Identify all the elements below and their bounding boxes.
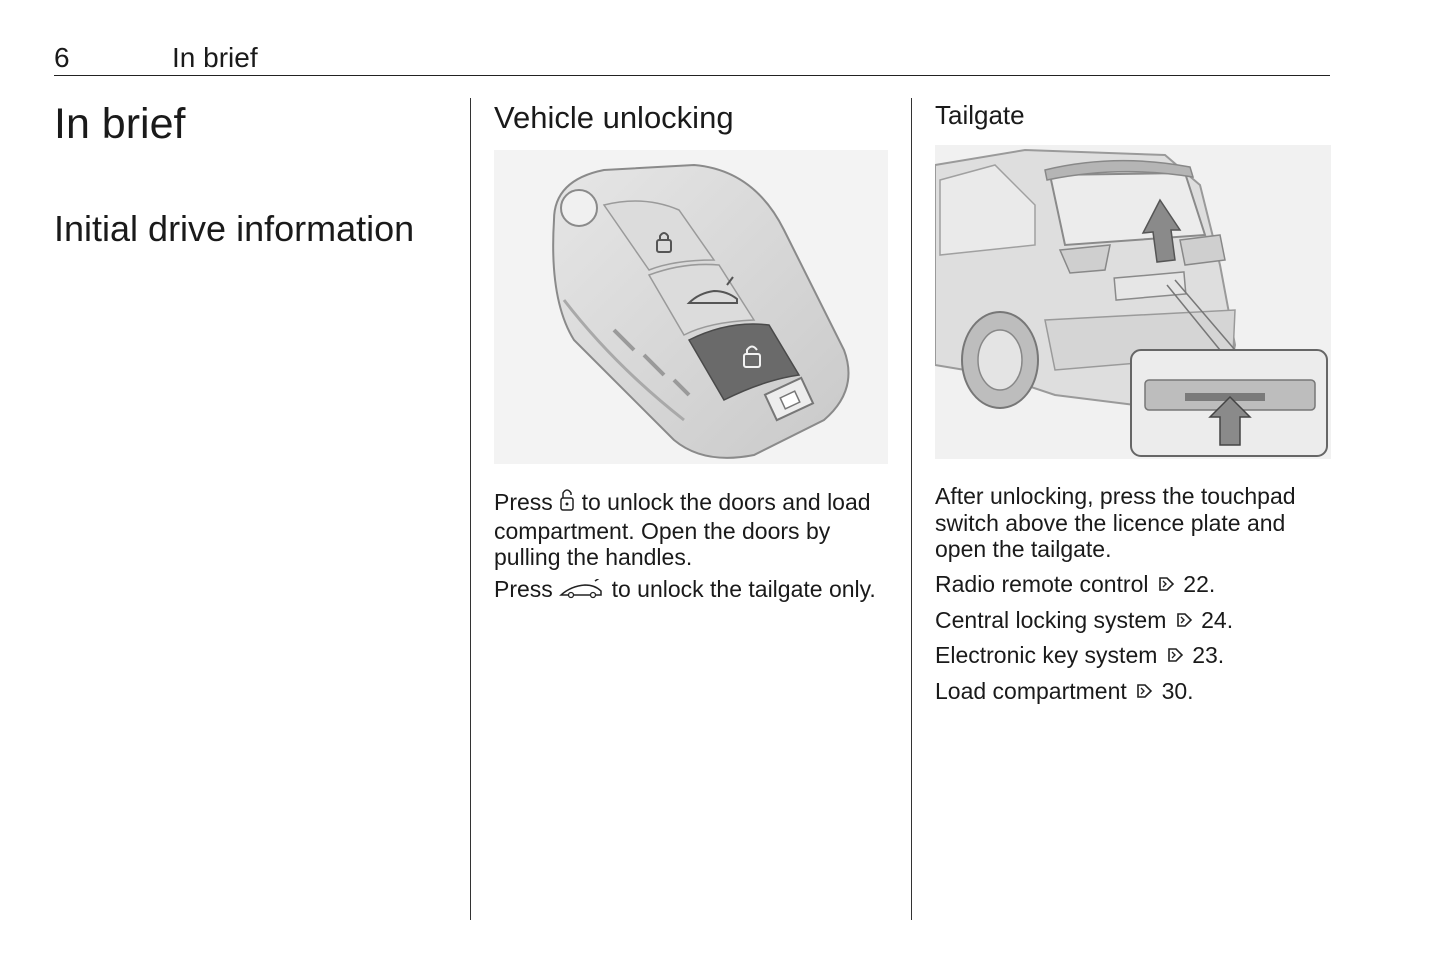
column-divider bbox=[911, 98, 912, 920]
vehicle-unlocking-heading: Vehicle unlocking bbox=[494, 100, 734, 135]
page-reference-arrow-icon bbox=[1135, 679, 1153, 705]
reference-page: 30. bbox=[1161, 678, 1194, 704]
reference-text: Load compartment bbox=[935, 678, 1127, 704]
unlock-instruction-line1: to unlock the doors and load bbox=[581, 489, 871, 515]
tailgate-paragraph-line2: switch above the licence plate and bbox=[935, 509, 1286, 536]
unlock-instruction-line2: compartment. Open the doors by bbox=[494, 517, 831, 544]
key-fob-illustration bbox=[494, 150, 888, 464]
unlock-instruction-line3: pulling the handles. bbox=[494, 544, 693, 570]
page-reference-arrow-icon bbox=[1175, 608, 1193, 634]
page-reference-arrow-icon bbox=[1166, 643, 1184, 669]
section-title: Initial drive information bbox=[54, 208, 415, 249]
tailgate-heading: Tailgate bbox=[935, 100, 1025, 130]
reference-text: Central locking system bbox=[935, 607, 1167, 633]
tailgate-icon bbox=[559, 578, 605, 605]
column-divider bbox=[470, 98, 471, 920]
press-text: Press bbox=[494, 576, 553, 602]
tailgate-paragraph-line3: open the tailgate. bbox=[935, 536, 1112, 562]
key-fob-icon bbox=[494, 150, 888, 464]
press-text: Press bbox=[494, 489, 553, 515]
tailgate-instruction-paragraph bbox=[494, 576, 894, 605]
tailgate-instruction-rest: to unlock the tailgate only. bbox=[611, 576, 876, 602]
tailgate-paragraph-line1: After unlocking, press the touchpad bbox=[935, 483, 1296, 509]
chapter-title: In brief bbox=[54, 100, 186, 148]
tailgate-touchpad-illustration bbox=[935, 145, 1331, 459]
reference-page: 23. bbox=[1192, 642, 1225, 668]
tailgate-car-icon bbox=[935, 145, 1331, 459]
page-number: 6 bbox=[54, 42, 70, 73]
reference-page: 24. bbox=[1201, 607, 1234, 633]
reference-load-compartment[interactable] bbox=[935, 678, 1194, 705]
reference-radio-remote-control[interactable] bbox=[935, 571, 1215, 598]
reference-text: Radio remote control bbox=[935, 571, 1149, 597]
reference-text: Electronic key system bbox=[935, 642, 1158, 668]
reference-electronic-key-system[interactable] bbox=[935, 642, 1224, 669]
page-header bbox=[54, 40, 1330, 76]
tailgate-paragraph bbox=[935, 483, 1335, 563]
unlock-instruction-paragraph bbox=[494, 488, 894, 571]
reference-central-locking-system[interactable] bbox=[935, 607, 1233, 634]
page-reference-arrow-icon bbox=[1157, 572, 1175, 598]
reference-page: 22. bbox=[1183, 571, 1216, 597]
running-title: In brief bbox=[172, 42, 258, 73]
unlock-icon bbox=[559, 488, 575, 518]
